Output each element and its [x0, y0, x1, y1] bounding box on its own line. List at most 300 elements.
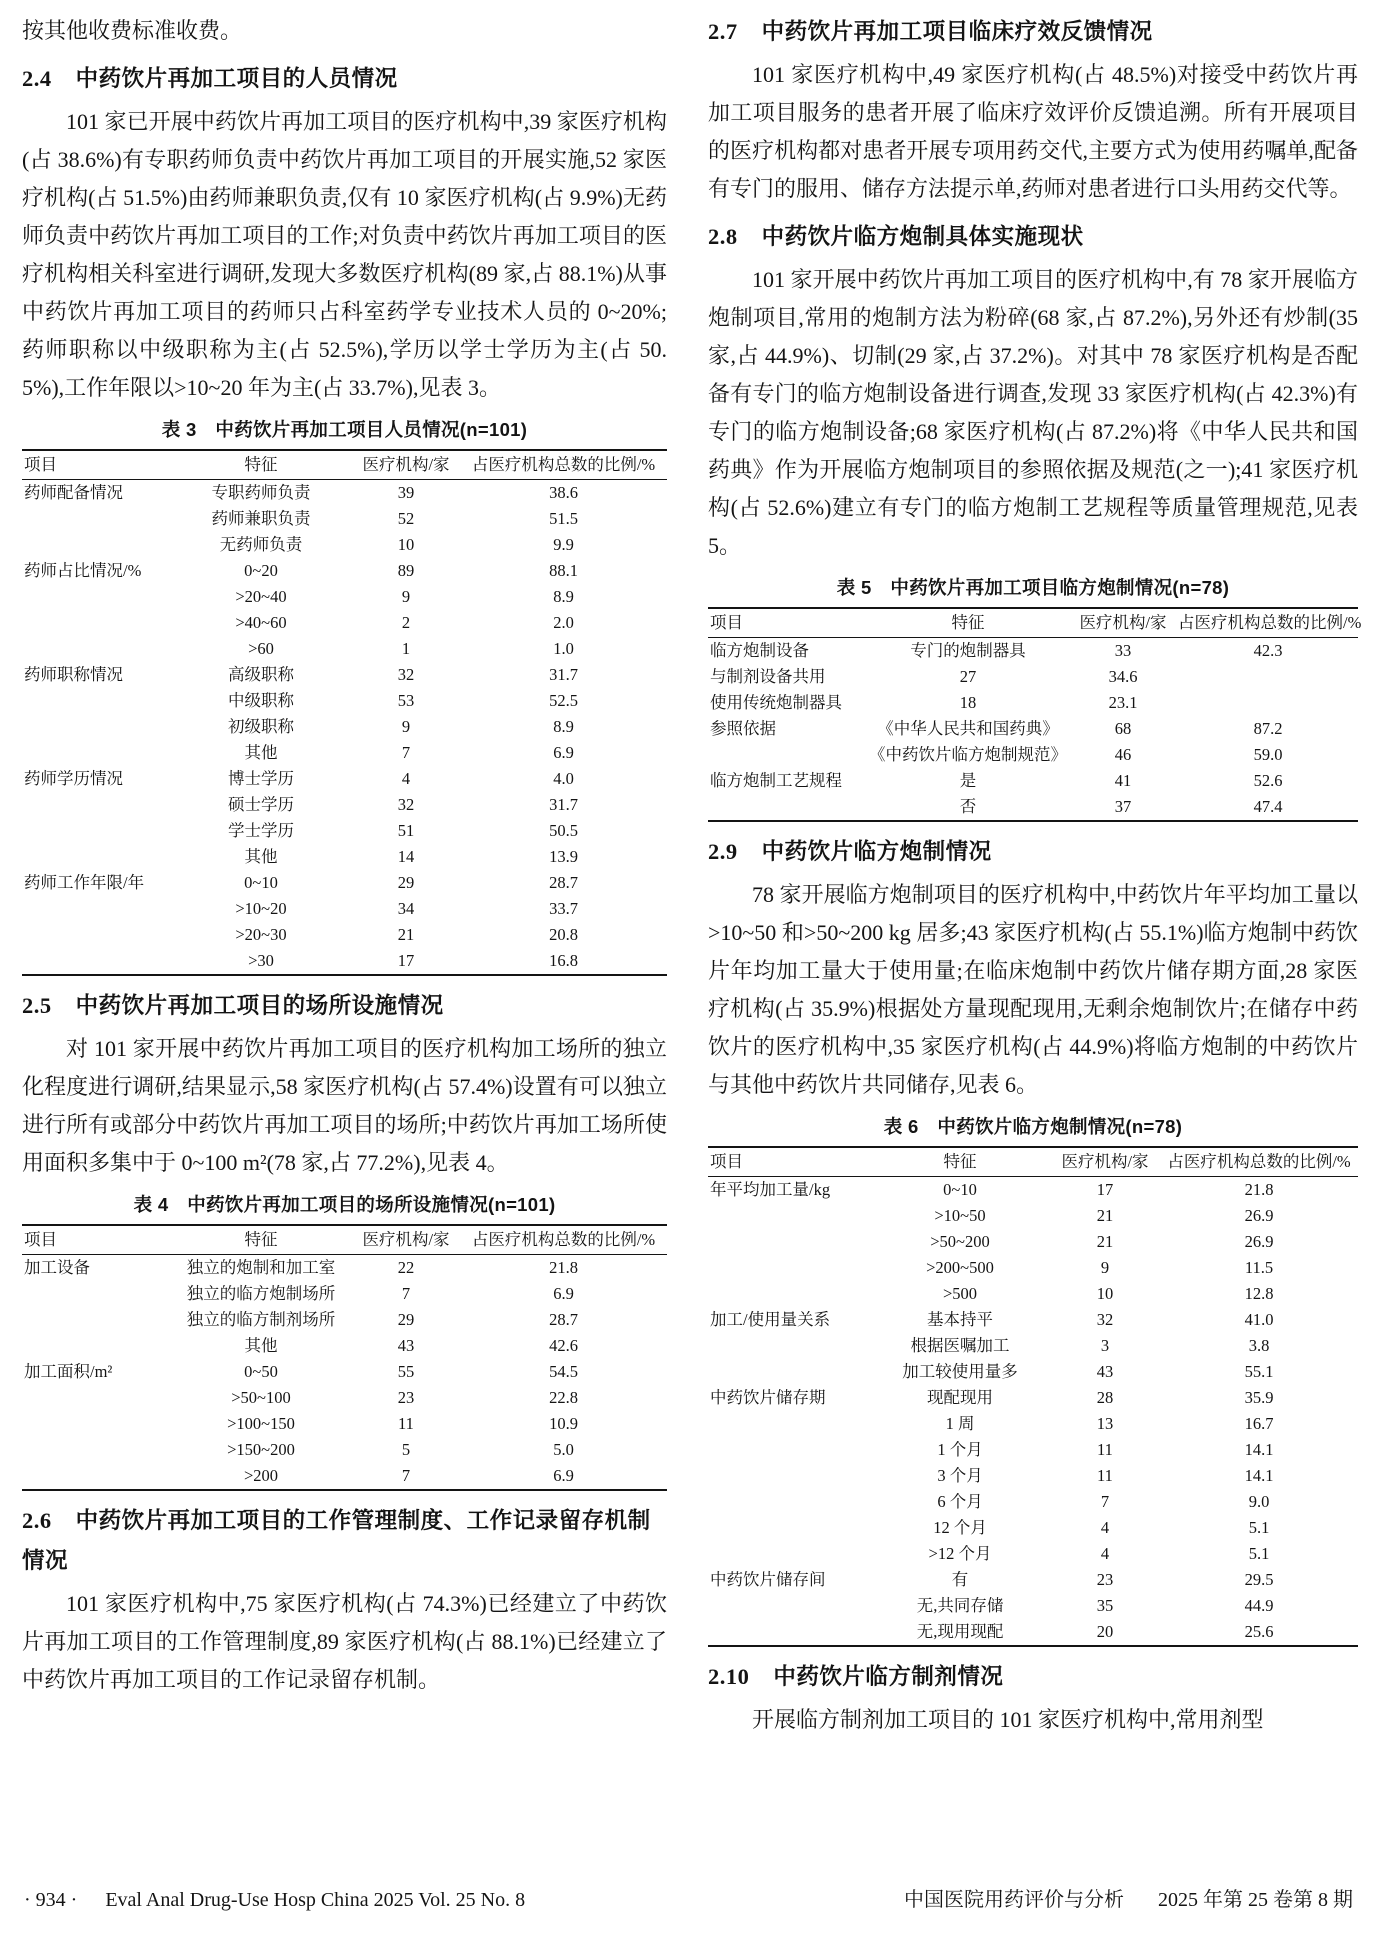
column-header: 医疗机构/家: [362, 455, 450, 474]
table-cell: 42.3: [1253, 641, 1283, 660]
table-cell: 50.5: [549, 821, 578, 840]
table-row: [22, 740, 667, 766]
section-number: 2.4: [22, 66, 52, 91]
table-cell: [22, 506, 170, 532]
column-right: [708, 12, 1362, 1739]
table-3-grid: [22, 449, 667, 976]
column-header: 项目: [710, 1152, 743, 1171]
table-cell: 1 周: [945, 1414, 975, 1433]
table-row: [22, 1333, 667, 1359]
table-cell: 55: [397, 1362, 415, 1381]
section-2-10-heading: [708, 1657, 1358, 1697]
section-2-4-paragraph: 101 家已开展中药饮片再加工项目的医疗机构中,39 家医疗机构(占 38.6%)有专职药师负责中药饮片再加工项目的开展实施,52 家医疗机构(占 51.5%)由药师兼职负责,仅有 10 家医疗机构(占 9.9%)无药师负责中药饮片再加工项目的工作;对负责中药饮片再加工项目的医疗机构相关科室进行调研,发现大多数医疗机构(89 家,占 88.1%)从事中药饮片再加工项目的药师只占科室药学专业技术人员的 0~20%;药师职称以中级职称为主(占 52.5%),学历以学士学历为主(占 50.5%),工作年限以>10~20 年为主(占 33.7%),见表 3。: [22, 109, 667, 400]
table-cell: >12 个月: [928, 1544, 992, 1563]
table-cell: 1.0: [553, 639, 574, 658]
table-cell: >10~50: [934, 1206, 986, 1225]
table-cell: >150~200: [227, 1440, 295, 1459]
table-cell: 12 个月: [933, 1518, 987, 1537]
table-cell: 87.2: [1253, 719, 1283, 738]
table-cell: 0~50: [244, 1362, 278, 1381]
table-cell: 17: [397, 951, 415, 970]
table-cell: [708, 794, 868, 821]
table-row: [708, 1333, 1358, 1359]
column-header: 占医疗机构总数的比例/%: [1167, 1152, 1351, 1171]
table-row: [708, 1567, 1358, 1593]
table-cell: 专职药师负责: [211, 483, 311, 502]
table-cell: 3.8: [1248, 1336, 1270, 1355]
section-2-10-paragraph: 开展临方制剂加工项目的 101 家医疗机构中,常用剂型: [752, 1707, 1264, 1732]
table-cell: 药师学历情况: [24, 769, 123, 788]
table-cell: 55.1: [1244, 1362, 1274, 1381]
table-cell: 52.6: [1253, 771, 1283, 790]
table-cell: >200~500: [926, 1258, 994, 1277]
table-cell: 13.9: [549, 847, 578, 866]
table-cell: 11: [1097, 1466, 1113, 1485]
table-cell: [22, 1307, 170, 1333]
section-title: 中药饮片再加工项目的场所设施情况: [75, 993, 444, 1018]
footer-right: [904, 1886, 1353, 1914]
column-header: 医疗机构/家: [362, 1230, 450, 1249]
table-cell: 13: [1096, 1414, 1114, 1433]
table-row: [708, 1177, 1358, 1204]
table-cell: 5.1: [1248, 1518, 1270, 1537]
table-cell: 与制剂设备共用: [710, 667, 826, 686]
table-row: [22, 766, 667, 792]
table-cell: 药师工作年限/年: [24, 873, 145, 892]
table-cell: 《中华人民共和国药典》: [877, 719, 1059, 738]
table-row: [708, 1463, 1358, 1489]
table-cell: 中药饮片储存间: [710, 1570, 826, 1589]
table-cell: 中药饮片储存期: [710, 1388, 826, 1407]
table-row: [708, 716, 1358, 742]
table-row: [22, 506, 667, 532]
table-cell: 年平均加工量/kg: [710, 1180, 831, 1199]
table-cell: 32: [397, 795, 415, 814]
table-cell: 临方炮制设备: [710, 641, 809, 660]
table-cell: 0~20: [244, 561, 278, 580]
table-cell: 18: [959, 693, 977, 712]
table-cell: 33: [1114, 641, 1132, 660]
table-cell: 9: [401, 587, 411, 606]
table-cell: 加工/使用量关系: [710, 1310, 831, 1329]
table-cell: 参照依据: [710, 719, 776, 738]
section-title: 中药饮片再加工项目的人员情况: [75, 66, 398, 91]
table-cell: 7: [1100, 1492, 1110, 1511]
table-cell: 23: [1096, 1570, 1114, 1589]
table-row: [22, 948, 667, 975]
table-6-grid: [708, 1146, 1358, 1647]
section-2-7-paragraph: 101 家医疗机构中,49 家医疗机构(占 48.5%)对接受中药饮片再加工项目服务的患者开展了临床疗效评价反馈追溯。所有开展项目的医疗机构都对患者开展专项用药交代,主要方式为使用药嘱单,配备有专门的服用、储存方法提示单,药师对患者进行口头用药交代等。: [708, 62, 1358, 201]
table-cell: [708, 1515, 870, 1541]
table-cell: >500: [942, 1284, 978, 1303]
table-cell: [22, 896, 170, 922]
table-cell: 23.1: [1108, 693, 1138, 712]
table-cell: 2: [401, 613, 411, 632]
table-cell: 其他: [244, 743, 278, 762]
table-row: [708, 794, 1358, 821]
table-cell: 专门的炮制器具: [910, 641, 1026, 660]
table-cell: 11: [1097, 1440, 1113, 1459]
table-row: [708, 1593, 1358, 1619]
table-cell: 4: [1100, 1544, 1110, 1563]
table-cell: 88.1: [549, 561, 578, 580]
table-cell: [708, 1541, 870, 1567]
table-row: [708, 1437, 1358, 1463]
table-cell: 23: [397, 1388, 415, 1407]
table-cell: 26.9: [1244, 1206, 1274, 1225]
table-row: [22, 1437, 667, 1463]
table-cell: 21: [1096, 1232, 1114, 1251]
column-left: [22, 12, 667, 1699]
table-cell: 32: [1096, 1310, 1114, 1329]
table-row: [708, 1385, 1358, 1411]
table-4-caption: 表 4 中药饮片再加工项目的场所设施情况(n=101): [133, 1194, 556, 1215]
table-cell: [22, 922, 170, 948]
table-row: [708, 768, 1358, 794]
table-cell: 28.7: [549, 873, 578, 892]
table-cell: 1: [401, 639, 411, 658]
table-cell: [22, 1281, 170, 1307]
table-cell: [708, 1489, 870, 1515]
table-cell: [22, 1385, 170, 1411]
table-cell: 独立的临方制剂场所: [186, 1310, 336, 1329]
table-row: [708, 1307, 1358, 1333]
table-5-grid: [708, 607, 1362, 822]
table-cell: [22, 818, 170, 844]
table-cell: 硕士学历: [228, 795, 294, 814]
table-row: [708, 1489, 1358, 1515]
table-cell: [22, 1463, 170, 1490]
table-cell: >50~200: [930, 1232, 990, 1251]
table-row: [22, 610, 667, 636]
table-cell: [22, 610, 170, 636]
table-cell: 6 个月: [937, 1492, 983, 1511]
footer-left: [24, 1886, 525, 1914]
table-cell: 11.5: [1244, 1258, 1274, 1277]
table-cell: 35.9: [1244, 1388, 1274, 1407]
column-header: 医疗机构/家: [1061, 1152, 1149, 1171]
table-row: [22, 480, 667, 507]
column-header: 项目: [24, 1230, 57, 1249]
table-cell: 药师占比情况/%: [24, 561, 142, 580]
table-cell: [22, 714, 170, 740]
table-cell: [22, 688, 170, 714]
section-2-7-heading: [708, 12, 1358, 52]
table-cell: 基本持平: [927, 1310, 993, 1329]
section-2-9-paragraph: 78 家开展临方炮制项目的医疗机构中,中药饮片年平均加工量以>10~50 和>50~200 kg 居多;43 家医疗机构(占 55.1%)临方炮制中药饮片年均加工量大于使用量;在临床炮制中药饮片储存期方面,28 家医疗机构(占 35.9%)根据处方量现配现用,无剩余炮制饮片;在储存中药饮片的医疗机构中,35 家医疗机构(占 44.9%)将临方炮制的中药饮片与其他中药饮片共同储存,见表 6。: [708, 882, 1358, 1097]
column-header: 特征: [244, 1230, 278, 1249]
table-cell: 5.1: [1248, 1544, 1270, 1563]
table-cell: 《中药饮片临方炮制规范》: [869, 745, 1067, 764]
table-cell: 68: [1114, 719, 1132, 738]
table-cell: 药师职称情况: [24, 665, 123, 684]
column-header: 特征: [943, 1152, 977, 1171]
table-cell: 现配现用: [927, 1388, 993, 1407]
table-cell: 8.9: [553, 587, 574, 606]
table-cell: 12.8: [1244, 1284, 1274, 1303]
table-cell: 52: [397, 509, 415, 528]
table-cell: 17: [1096, 1180, 1114, 1199]
table-cell: 药师兼职负责: [211, 509, 311, 528]
table-row: [22, 662, 667, 688]
table-cell: 4: [401, 769, 411, 788]
page-number: · 934 ·: [24, 1889, 78, 1911]
table-cell: >200: [243, 1466, 279, 1485]
section-number: 2.6: [22, 1508, 52, 1533]
table-row: [708, 664, 1358, 690]
table-row: [22, 818, 667, 844]
table-cell: 无,现用现配: [916, 1622, 1004, 1641]
table-cell: 6.9: [553, 1466, 574, 1485]
table-3-caption: 表 3 中药饮片再加工项目人员情况(n=101): [161, 419, 528, 440]
table-cell: 59.0: [1253, 745, 1283, 764]
table-cell: [708, 1593, 870, 1619]
table-4: [22, 1190, 667, 1491]
table-row: [708, 1541, 1358, 1567]
carryover-paragraph: 按其他收费标准收费。: [22, 18, 243, 43]
table-cell: 无药师负责: [219, 535, 303, 554]
table-row: [22, 688, 667, 714]
table-cell: 16.7: [1244, 1414, 1274, 1433]
table-cell: 53: [397, 691, 415, 710]
table-cell: 4: [1100, 1518, 1110, 1537]
table-cell: 6.9: [553, 743, 574, 762]
table-cell: 中级职称: [228, 691, 294, 710]
table-cell: 9: [401, 717, 411, 736]
table-cell: 独立的临方炮制场所: [186, 1284, 336, 1303]
table-cell: [22, 740, 170, 766]
table-4-grid: [22, 1224, 667, 1491]
table-cell: >50~100: [231, 1388, 291, 1407]
table-row: [22, 532, 667, 558]
table-cell: 21: [1096, 1206, 1114, 1225]
table-row: [708, 690, 1358, 716]
table-cell: 20.8: [549, 925, 578, 944]
table-cell: 3: [1100, 1336, 1110, 1355]
table-cell: 博士学历: [228, 769, 294, 788]
section-2-8-paragraph: 101 家开展中药饮片再加工项目的医疗机构中,有 78 家开展临方炮制项目,常用的炮制方法为粉碎(68 家,占 87.2%),另外还有炒制(35 家,占 44.9%)、切制(29 家,占 37.2%)。对其中 78 家医疗机构是否配备有专门的临方炮制设备进行调查,发现 33 家医疗机构(占 42.3%)有专门的临方炮制设备;68 家医疗机构(占 87.2%)将《中华人民共和国药典》作为开展临方炮制项目的参照依据及规范(之一);41 家医疗机构(占 52.6%)建立有专门的临方炮制工艺规程等质量管理规范,见表 5。: [708, 267, 1358, 558]
table-row: [22, 1255, 667, 1282]
table-cell: 是: [959, 771, 977, 790]
table-row: [22, 1307, 667, 1333]
table-row: [22, 1359, 667, 1385]
table-5-caption: 表 5 中药饮片再加工项目临方炮制情况(n=78): [836, 577, 1230, 598]
table-6: [708, 1112, 1358, 1647]
table-row: [708, 1411, 1358, 1437]
table-cell: 14.1: [1244, 1466, 1274, 1485]
table-cell: 9.0: [1248, 1492, 1270, 1511]
table-row: [708, 1281, 1358, 1307]
table-cell: [708, 1411, 870, 1437]
table-cell: [22, 1411, 170, 1437]
table-row: [22, 1463, 667, 1490]
table-cell: 51: [397, 821, 415, 840]
table-cell: 8.9: [553, 717, 574, 736]
table-cell: [22, 1333, 170, 1359]
table-5: [708, 573, 1362, 822]
table-cell: 学士学历: [228, 821, 294, 840]
journal-issue-cn: 2025 年第 25 卷第 8 期: [1158, 1889, 1353, 1911]
table-cell: 无,共同存储: [916, 1596, 1004, 1615]
table-row: [22, 636, 667, 662]
table-cell: 20: [1096, 1622, 1114, 1641]
section-2-6-heading: [22, 1501, 667, 1581]
table-cell: 34.6: [1108, 667, 1138, 686]
table-row: [708, 1515, 1358, 1541]
table-cell: [708, 742, 868, 768]
column-header: 占医疗机构总数的比例/%: [1178, 613, 1362, 632]
table-cell: [708, 1463, 870, 1489]
table-cell: 39: [397, 483, 415, 502]
table-cell: 44.9: [1244, 1596, 1274, 1615]
table-row: [22, 844, 667, 870]
table-cell: 32: [397, 665, 415, 684]
table-row: [22, 1411, 667, 1437]
journal-title-cn: 中国医院用药评价与分析: [904, 1889, 1124, 1911]
table-cell: 0~10: [943, 1180, 977, 1199]
table-row: [22, 896, 667, 922]
table-row: [708, 638, 1358, 665]
table-cell: 根据医嘱加工: [910, 1336, 1010, 1355]
table-cell: 7: [401, 1466, 411, 1485]
table-cell: [708, 1203, 870, 1229]
table-cell: 9.9: [553, 535, 574, 554]
table-cell: 有: [951, 1570, 969, 1589]
section-title: 中药饮片再加工项目临床疗效反馈情况: [761, 19, 1153, 44]
column-header: 占医疗机构总数的比例/%: [471, 1230, 656, 1249]
table-row: [22, 714, 667, 740]
table-cell: 使用传统炮制器具: [710, 693, 842, 712]
table-cell: 37: [1114, 797, 1132, 816]
table-cell: 29.5: [1244, 1570, 1274, 1589]
table-cell: 21.8: [549, 1258, 578, 1277]
table-cell: 52.5: [549, 691, 578, 710]
table-cell: [22, 636, 170, 662]
column-header: 项目: [24, 455, 57, 474]
table-cell: 42.6: [549, 1336, 578, 1355]
table-3: [22, 415, 667, 976]
table-row: [708, 1203, 1358, 1229]
table-cell: 41.0: [1244, 1310, 1274, 1329]
table-cell: 6.9: [553, 1284, 574, 1303]
section-2-8-heading: [708, 217, 1358, 257]
column-header: 项目: [710, 613, 743, 632]
table-cell: 加工设备: [24, 1258, 90, 1277]
table-cell: 加工较使用量多: [902, 1362, 1018, 1381]
table-cell: [22, 792, 170, 818]
table-cell: 7: [401, 1284, 411, 1303]
table-cell: 3 个月: [937, 1466, 983, 1485]
table-cell: [1178, 690, 1358, 716]
table-cell: 10: [397, 535, 415, 554]
table-cell: 加工面积/m²: [24, 1362, 113, 1381]
table-cell: 5: [401, 1440, 411, 1459]
table-cell: [22, 532, 170, 558]
table-cell: [708, 1281, 870, 1307]
table-header-row: [22, 1225, 667, 1255]
table-cell: 16.8: [549, 951, 578, 970]
table-cell: 33.7: [549, 899, 578, 918]
table-cell: [22, 1437, 170, 1463]
table-cell: 14.1: [1244, 1440, 1274, 1459]
table-cell: >30: [248, 951, 274, 970]
section-title: 中药饮片临方制剂情况: [773, 1664, 1004, 1689]
table-cell: [708, 1359, 870, 1385]
table-cell: 28.7: [549, 1310, 578, 1329]
table-cell: >100~150: [227, 1414, 295, 1433]
table-cell: >60: [248, 639, 274, 658]
table-cell: 38.6: [549, 483, 578, 502]
table-header-row: [22, 450, 667, 480]
table-cell: 35: [1096, 1596, 1114, 1615]
section-title: 中药饮片临方炮制具体实施现状: [761, 224, 1084, 249]
table-cell: [22, 844, 170, 870]
table-cell: 27: [959, 667, 977, 686]
table-cell: >20~40: [235, 587, 287, 606]
table-cell: 34: [397, 899, 415, 918]
table-cell: 21.8: [1244, 1180, 1274, 1199]
table-header-row: [708, 608, 1358, 638]
section-title: 中药饮片再加工项目的工作管理制度、工作记录留存机制情况: [22, 1508, 651, 1573]
section-2-4-heading: [22, 59, 667, 99]
table-row: [708, 1359, 1358, 1385]
table-cell: 初级职称: [228, 717, 294, 736]
table-cell: [708, 1619, 870, 1646]
table-cell: 26.9: [1244, 1232, 1274, 1251]
table-cell: 5.0: [553, 1440, 574, 1459]
table-cell: 14: [397, 847, 415, 866]
table-cell: 47.4: [1253, 797, 1283, 816]
table-cell: 43: [1096, 1362, 1114, 1381]
table-row: [22, 922, 667, 948]
table-cell: [22, 948, 170, 975]
table-cell: >20~30: [235, 925, 287, 944]
table-cell: 46: [1114, 745, 1132, 764]
table-cell: 临方炮制工艺规程: [710, 771, 842, 790]
table-row: [708, 1619, 1358, 1646]
section-number: 2.10: [708, 1664, 750, 1689]
table-cell: 29: [397, 873, 415, 892]
table-row: [22, 792, 667, 818]
table-cell: 54.5: [549, 1362, 578, 1381]
table-cell: 2.0: [553, 613, 574, 632]
table-cell: 51.5: [549, 509, 578, 528]
section-2-5-paragraph: 对 101 家开展中药饮片再加工项目的医疗机构加工场所的独立化程度进行调研,结果显示,58 家医疗机构(占 57.4%)设置有可以独立进行所有或部分中药饮片再加工项目的场所;中药饮片再加工场所使用面积多集中于 0~100 m²(78 家,占 77.2%),见表 4。: [22, 1036, 667, 1175]
section-2-6-paragraph: 101 家医疗机构中,75 家医疗机构(占 74.3%)已经建立了中药饮片再加工项目的工作管理制度,89 家医疗机构(占 88.1%)已经建立了中药饮片再加工项目的工作记录留存机制。: [22, 1591, 667, 1692]
table-row: [22, 1385, 667, 1411]
table-cell: 43: [397, 1336, 415, 1355]
table-row: [22, 558, 667, 584]
table-cell: 10: [1096, 1284, 1114, 1303]
section-number: 2.5: [22, 993, 52, 1018]
table-cell: [708, 1255, 870, 1281]
table-cell: 其他: [244, 847, 278, 866]
table-cell: 31.7: [549, 665, 578, 684]
column-header: 占医疗机构总数的比例/%: [471, 455, 656, 474]
table-cell: [1178, 664, 1358, 690]
table-cell: 否: [959, 797, 977, 816]
table-cell: [708, 1333, 870, 1359]
table-cell: [708, 1437, 870, 1463]
table-row: [22, 584, 667, 610]
section-2-9-heading: [708, 832, 1358, 872]
table-cell: 7: [401, 743, 411, 762]
table-cell: 其他: [244, 1336, 278, 1355]
table-cell: 1 个月: [937, 1440, 983, 1459]
section-number: 2.9: [708, 839, 738, 864]
table-cell: 11: [398, 1414, 414, 1433]
table-cell: 高级职称: [228, 665, 294, 684]
